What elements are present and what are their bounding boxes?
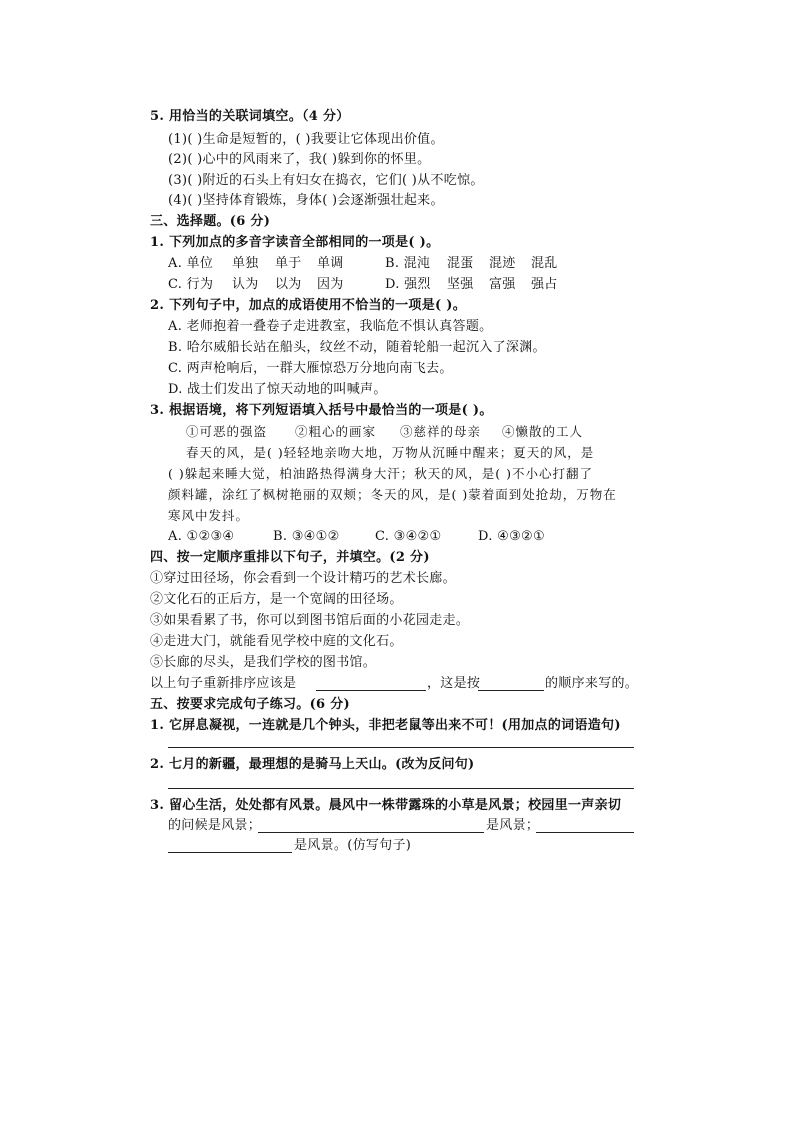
s3-q3-phrase: ④懒散的工人 <box>502 424 584 439</box>
section-4-heading: 四、按一定顺序重排以下句子，并填空。(2 分) <box>150 550 430 565</box>
s5-q3-text-b: 是风景； <box>486 818 540 833</box>
s3-q1-title: 1. 下列加点的多音字读音全部相同的一项是( )。 <box>150 235 440 250</box>
s4-fill-mid: ，这是按 <box>427 676 481 691</box>
q5-title: 5. 用恰当的关联词填空。（4 分） <box>150 109 350 124</box>
q5-item-3: (3)( )附近的石头上有妇女在捣衣，它们( )从不吃惊。 <box>168 173 484 188</box>
s3-q1-word: 强占 <box>531 277 558 292</box>
s5-q2-answer-line[interactable] <box>168 788 634 789</box>
s3-q1-word: 单调 <box>317 256 344 271</box>
s3-q1-word: 坚强 <box>447 277 474 292</box>
s3-q2-option-c: C. 两声枪响后，一群大雁惊恐万分地向南飞去。 <box>168 361 453 376</box>
s3-q3-phrase: ③慈祥的母亲 <box>400 424 482 439</box>
s4-sentence: ②文化石的正后方，是一个宽阔的田径场。 <box>150 592 403 607</box>
s3-q1-word: 单于 <box>275 256 302 271</box>
s4-order-type-blank[interactable] <box>478 690 544 691</box>
s3-q1-option-c: C. 行为 <box>168 277 214 292</box>
s5-q3-text-a: 的问候是风景； <box>168 818 262 833</box>
s3-q1-word: 富强 <box>489 277 516 292</box>
s5-q3-line1: 3. 留心生活，处处都有风景。晨风中一株带露珠的小草是风景；校园里一声亲切 <box>150 798 622 813</box>
s4-sentence: ①穿过田径场，你会看到一个设计精巧的艺术长廊。 <box>150 571 456 586</box>
s3-q3-title: 3. 根据语境，将下列短语填入括号中最恰当的一项是( )。 <box>150 403 493 418</box>
s4-order-blank[interactable] <box>316 690 426 691</box>
s3-q1-word: 混蛋 <box>447 256 474 271</box>
s3-q1-option-a: A. 单位 <box>168 256 214 271</box>
s4-fill-suffix: 的顺序来写的。 <box>545 676 639 691</box>
s3-q3-choice-b: B. ③④①② <box>273 529 340 544</box>
q5-item-1: (1)( )生命是短暂的，( )我要让它体现出价值。 <box>168 132 444 147</box>
s3-q3-passage-line: 春天的风，是( )轻轻地亲吻大地，万物从沉睡中醒来；夏天的风，是 <box>186 445 595 460</box>
s3-q1-word: 混迹 <box>489 256 516 271</box>
s3-q3-choice-a: A. ①②③④ <box>168 529 235 544</box>
s3-q3-passage-line: ( )躲起来睡大觉，柏油路热得满身大汗；秋天的风，是( )不小心打翻了 <box>168 466 593 481</box>
s3-q2-option-d: D. 战士们发出了惊天动地的叫喊声。 <box>168 382 387 397</box>
s3-q1-word: 混乱 <box>531 256 558 271</box>
s4-sentence: ⑤长廊的尽头，是我们学校的图书馆。 <box>150 655 377 670</box>
section-3-heading: 三、选择题。(6 分) <box>150 214 271 229</box>
s5-q3-text-c: 是风景。(仿写句子) <box>294 838 412 853</box>
s3-q2-title: 2. 下列句子中，加点的成语使用不恰当的一项是( )。 <box>150 298 467 313</box>
s5-q3-blank-3[interactable] <box>168 852 292 853</box>
s5-q1-answer-line[interactable] <box>168 747 634 748</box>
s4-sentence: ③如果看累了书，你可以到图书馆后面的小花园走走。 <box>150 613 470 628</box>
s3-q1-word: 因为 <box>317 277 344 292</box>
section-5-heading: 五、按要求完成句子练习。(6 分) <box>150 697 350 712</box>
s3-q3-phrase: ①可恶的强盗 <box>186 424 268 439</box>
s5-q1: 1. 它屏息凝视，一连就是几个钟头，非把老鼠等出来不可！(用加点的词语造句) <box>150 718 621 733</box>
s3-q1-word: 认为 <box>232 277 259 292</box>
s5-q3-blank-1[interactable] <box>258 832 484 833</box>
q5-item-2: (2)( )心中的风雨来了，我( )躲到你的怀里。 <box>168 152 431 167</box>
s4-sentence: ④走进大门，就能看见学校中庭的文化石。 <box>150 634 403 649</box>
s3-q3-phrase: ②粗心的画家 <box>295 424 377 439</box>
s5-q3-blank-2[interactable] <box>536 832 634 833</box>
s3-q2-option-a: A. 老师抱着一叠卷子走进教室，我临危不惧认真答题。 <box>168 319 493 334</box>
s3-q1-option-b: B. 混沌 <box>385 256 431 271</box>
s3-q3-choice-d: D. ④③②① <box>478 529 545 544</box>
s3-q3-choice-c: C. ③④②① <box>375 529 442 544</box>
s3-q1-word: 以为 <box>275 277 302 292</box>
s5-q2: 2. 七月的新疆，最理想的是骑马上天山。(改为反问句) <box>150 757 475 772</box>
s3-q3-passage-line: 寒风中发抖。 <box>168 508 250 523</box>
s3-q3-passage-line: 颜料罐，涂红了枫树艳丽的双颊；冬天的风，是( )蒙着面到处抢劫，万物在 <box>168 487 617 502</box>
s3-q2-option-b: B. 哈尔威船长站在船头，纹丝不动，随着轮船一起沉入了深渊。 <box>168 340 546 355</box>
s3-q1-option-d: D. 强烈 <box>385 277 431 292</box>
s4-fill-prefix: 以上句子重新排序应该是 <box>150 676 297 691</box>
s3-q1-word: 单独 <box>232 256 259 271</box>
q5-item-4: (4)( )坚持体育锻炼，身体( )会逐渐强壮起来。 <box>168 193 444 208</box>
